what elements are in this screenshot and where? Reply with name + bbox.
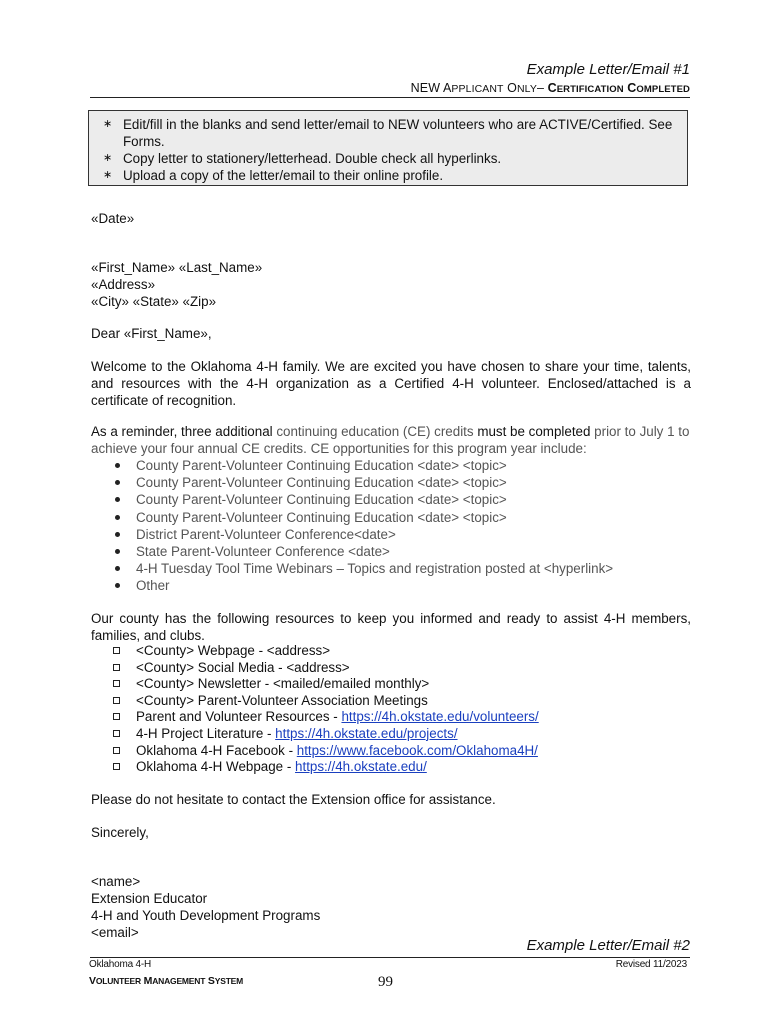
instruction-item: ∗ Upload a copy of the letter/email to their online profile. xyxy=(103,168,444,183)
resources-intro: Our county has the following resources to keep you informed and ready to assist 4-H members, families, and clubs. xyxy=(91,611,691,643)
instructions-box xyxy=(88,110,688,186)
page-number: 99 xyxy=(378,974,393,990)
signer-title: Extension Educator xyxy=(91,891,208,906)
recipient-address xyxy=(91,259,691,310)
checklist-item: Oklahoma 4-H Webpage - https://4h.okstate.edu/ xyxy=(91,759,691,776)
volunteers-link[interactable]: https://4h.okstate.edu/volunteers/ xyxy=(341,709,539,725)
asterisk-icon: ∗ xyxy=(103,118,113,130)
checklist-item: <County> Newsletter - <mailed/emailed monthly> xyxy=(91,676,691,693)
facebook-link[interactable]: https://www.facebook.com/Oklahoma4H/ xyxy=(296,742,538,758)
closing-request: Please do not hesitate to contact the Extension office for assistance. xyxy=(91,792,496,807)
footer-system-name: VOLUNTEER MANAGEMENT SYSTEM xyxy=(89,975,244,987)
checklist-item: 4-H Project Literature - https://4h.okstate.edu/projects/ xyxy=(91,726,691,743)
list-item: County Parent-Volunteer Continuing Education <date> <topic> xyxy=(91,491,691,508)
recipient-name: «First_Name» «Last_Name» xyxy=(91,260,263,275)
list-item: District Parent-Volunteer Conference<date> xyxy=(91,526,691,543)
checklist-item: Oklahoma 4-H Facebook - https://www.facebook.com/Oklahoma4H/ xyxy=(91,743,691,760)
list-item: State Parent-Volunteer Conference <date> xyxy=(91,543,691,560)
recipient-street: «Address» xyxy=(91,277,156,292)
checkbox-icon xyxy=(113,697,120,704)
checkbox-icon xyxy=(113,763,120,770)
signature-block xyxy=(91,873,691,941)
checklist-item: Parent and Volunteer Resources - https://4h.okstate.edu/volunteers/ xyxy=(91,709,691,726)
salutation: Dear «First_Name», xyxy=(91,326,212,341)
asterisk-icon: ∗ xyxy=(103,169,113,181)
bullet-icon xyxy=(115,532,120,537)
bullet-icon xyxy=(115,515,120,520)
checkbox-icon xyxy=(113,747,120,754)
list-item: County Parent-Volunteer Continuing Education <date> <topic> xyxy=(91,474,691,491)
ce-paragraph: As a reminder, three additional continuing education (CE) credits must be completed prior to July 1 to achieve your four annual CE credits. CE opportunities for this program year include: xyxy=(91,424,690,456)
list-item: County Parent-Volunteer Continuing Education <date> <topic> xyxy=(91,457,691,474)
asterisk-icon: ∗ xyxy=(103,152,113,164)
recipient-city: «City» «State» «Zip» xyxy=(91,294,217,309)
webpage-link[interactable]: https://4h.okstate.edu/ xyxy=(295,759,427,775)
projects-link[interactable]: https://4h.okstate.edu/projects/ xyxy=(275,725,458,741)
signer-name: <name> xyxy=(91,874,141,889)
footer-revised: Revised 11/2023 xyxy=(615,959,687,970)
signer-email: <email> xyxy=(91,925,139,940)
bullet-icon xyxy=(115,497,120,502)
ce-opportunity-list xyxy=(91,457,691,595)
checkbox-icon xyxy=(113,664,120,671)
list-item: County Parent-Volunteer Continuing Education <date> <topic> xyxy=(91,509,691,526)
next-example-title: Example Letter/Email #2 xyxy=(526,937,690,954)
letter-subtitle: NEW APPLICANT ONLY– CERTIFICATION COMPLETED xyxy=(410,81,690,95)
resource-checklist xyxy=(91,643,691,776)
signoff: Sincerely, xyxy=(91,825,149,840)
checklist-item: <County> Parent-Volunteer Association Meetings xyxy=(91,693,691,710)
signer-program: 4-H and Youth Development Programs xyxy=(91,908,321,923)
bullet-icon xyxy=(115,583,120,588)
list-item: 4-H Tuesday Tool Time Webinars – Topics and registration posted at <hyperlink> xyxy=(91,560,691,577)
checklist-item: <County> Webpage - <address> xyxy=(91,643,691,660)
bullet-icon xyxy=(115,566,120,571)
checklist-item: <County> Social Media - <address> xyxy=(91,660,691,677)
checkbox-icon xyxy=(113,680,120,687)
instruction-item: ∗ Edit/fill in the blanks and send letter/email to NEW volunteers who are ACTIVE/Certified. See Forms. xyxy=(103,117,673,149)
checkbox-icon xyxy=(113,730,120,737)
header-rule xyxy=(90,97,690,98)
bullet-icon xyxy=(115,549,120,554)
bullet-icon xyxy=(115,480,120,485)
date-field: «Date» xyxy=(91,211,135,226)
footer-org: Oklahoma 4-H xyxy=(89,959,152,970)
list-item: Other xyxy=(91,577,691,594)
instruction-item: ∗ Copy letter to stationery/letterhead. Double check all hyperlinks. xyxy=(103,151,502,166)
checkbox-icon xyxy=(113,713,120,720)
checkbox-icon xyxy=(113,647,120,654)
welcome-paragraph: Welcome to the Oklahoma 4-H family. We are excited you have chosen to share your time, talents, and resources with the 4-H organization as a Certified 4-H volunteer. Enclosed/attached is a certificate of recognition. xyxy=(91,359,691,408)
example-letter-title: Example Letter/Email #1 xyxy=(526,61,690,78)
footer-rule xyxy=(90,957,690,958)
bullet-icon xyxy=(115,463,120,468)
